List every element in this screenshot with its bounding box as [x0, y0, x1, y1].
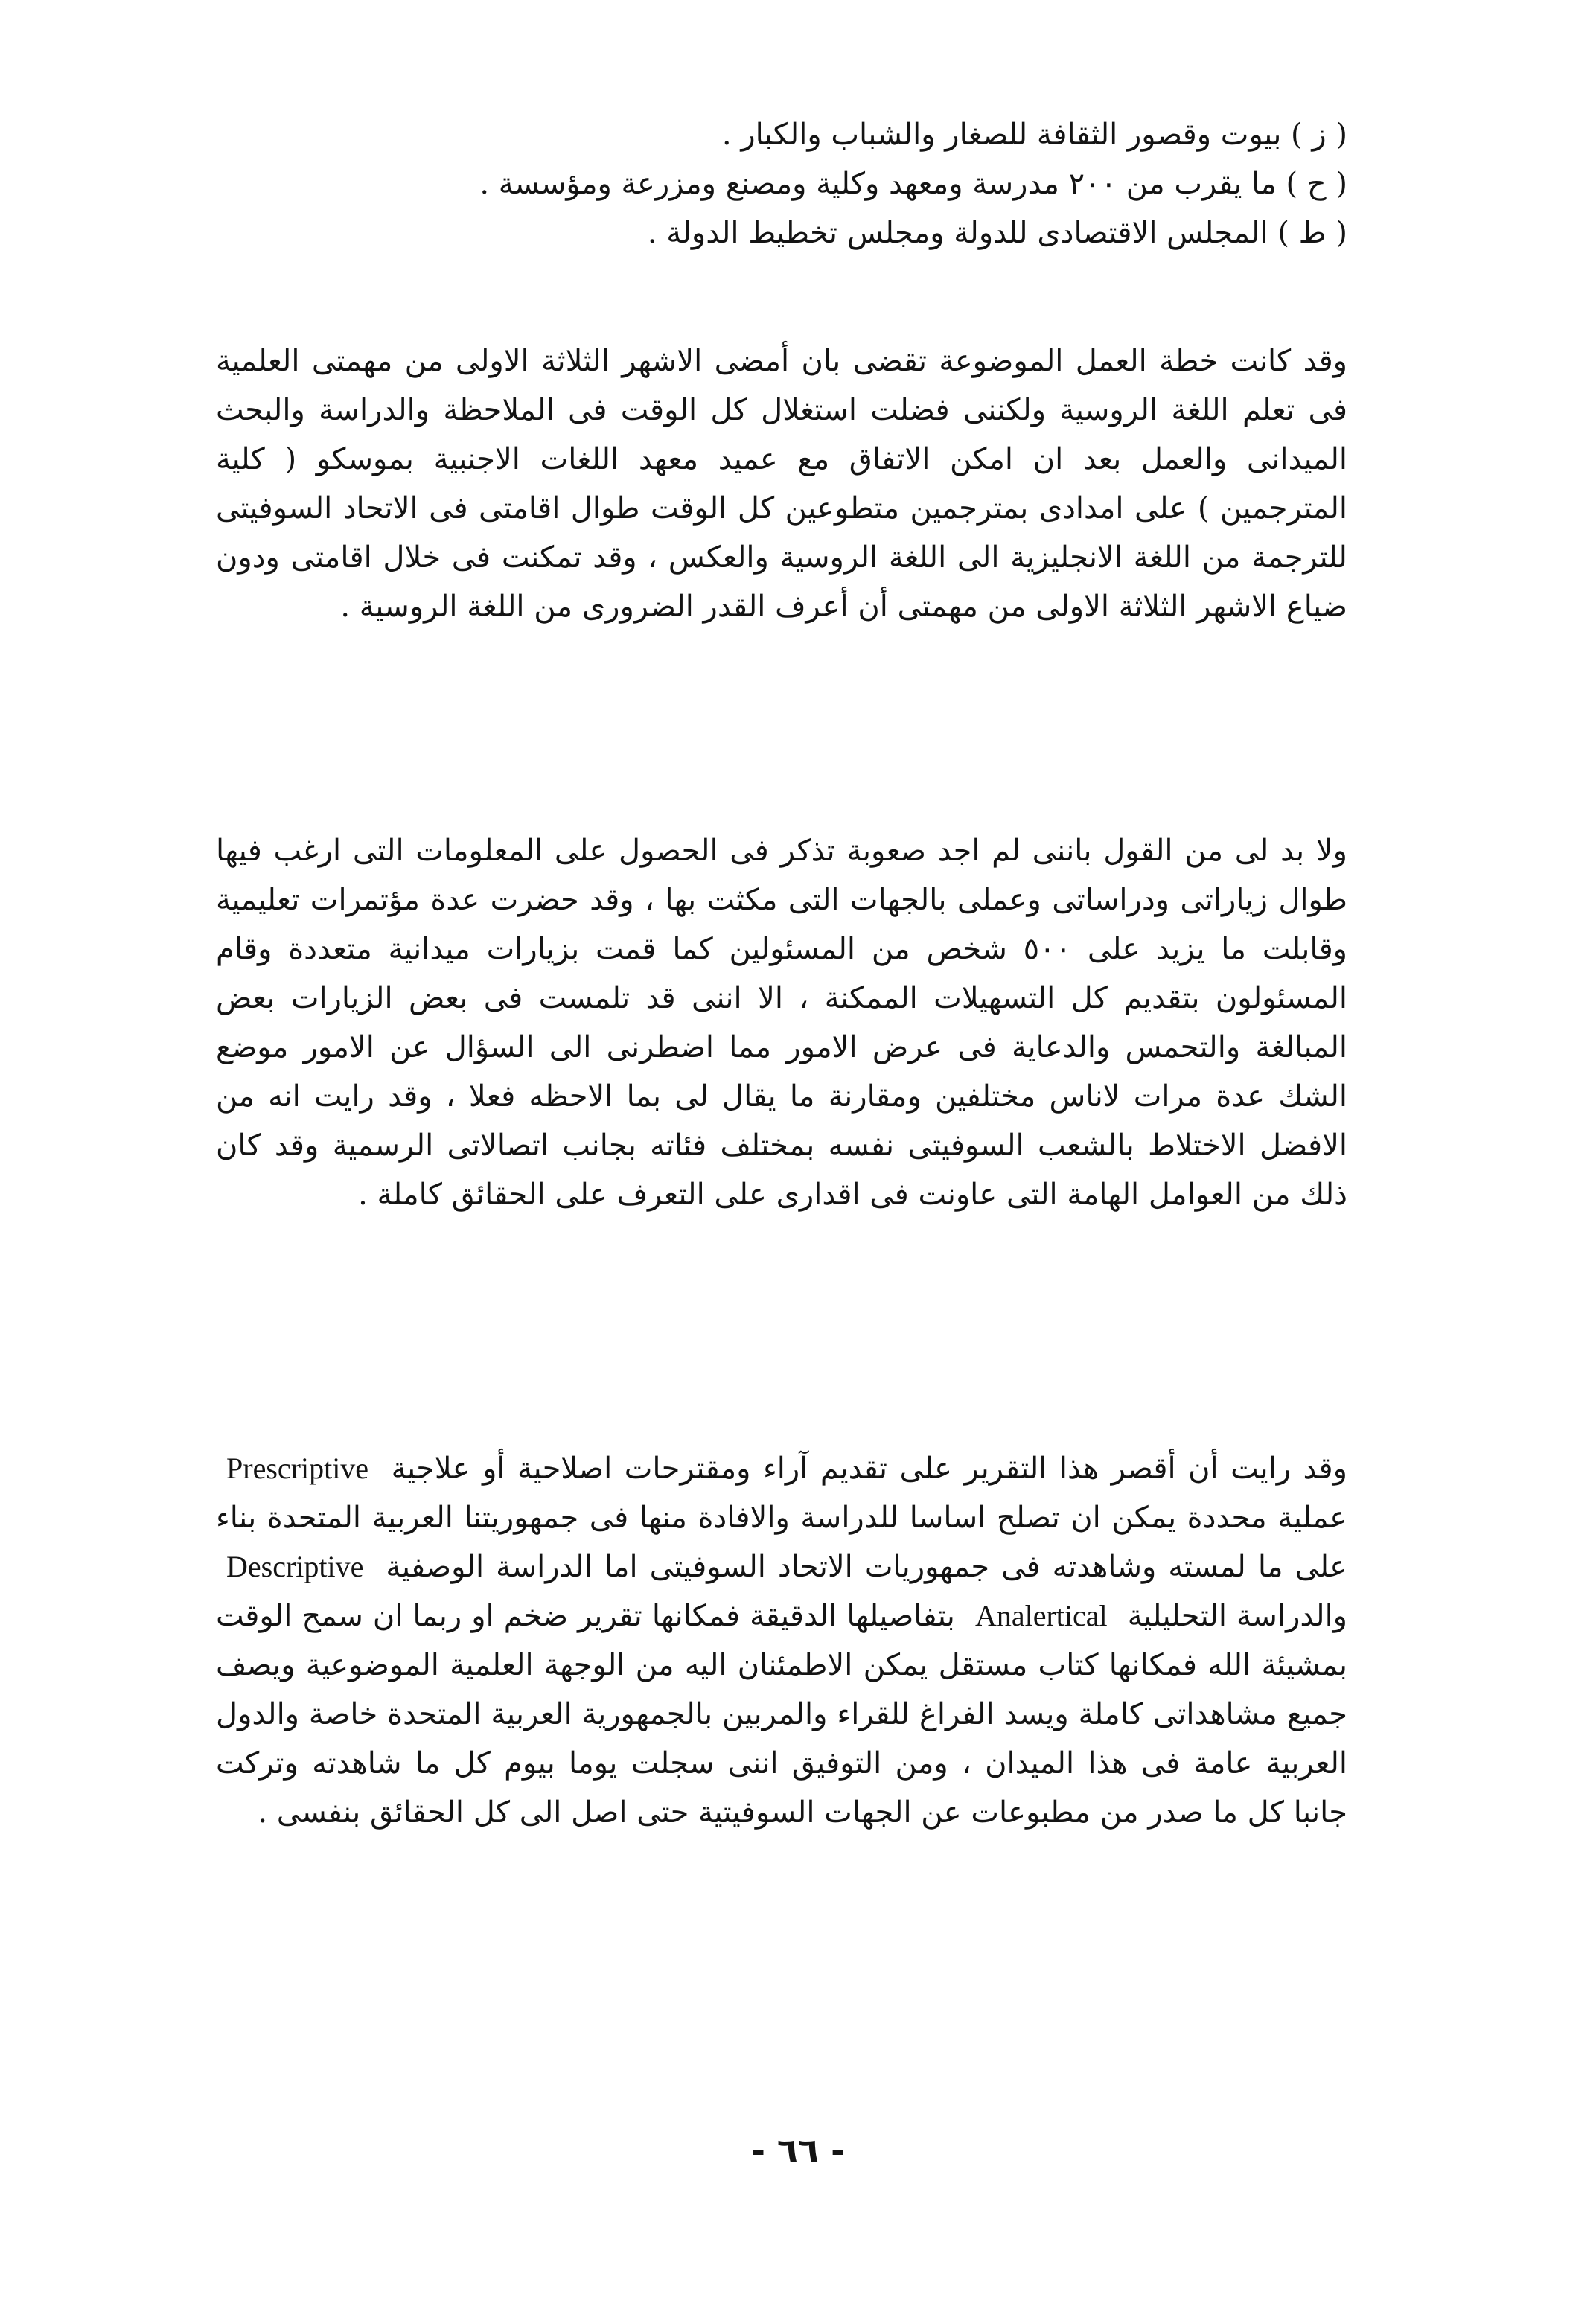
report-scope-text-d: بتفاصيلها الدقيقة فمكانها تقرير ضخم او ربما ان سمح الوقت بمشيئة الله فمكانها كتاب مستقل يمكن الاطمئنان اليه من الوجهة العلمية الموضوعية ويصف جميع مشاهداتى كاملة ويسد الفراغ للقراء والمربين بالجمهورية العربية المتحدة خاصة والدول العربية عامة فى هذا الميدان ، ومن التوفيق اننى سجلت يوما بيوم كل ما شاهدته وتركت جانبا كل ما صدر من مطبوعات عن الجهات السوفيتية حتى اصل الى كل الحقائق بنفسى . [216, 1599, 1348, 1830]
list-item-h: ( ح ) ما يقرب من ۲۰۰ مدرسة ومعهد وكلية ومصنع ومزرعة ومؤسسة . [479, 167, 1347, 201]
paragraph-study-plan: وقد كانت خطة العمل الموضوعة تقضى بان أمضى الاشهر الثلاثة الاولى من مهمتى العلمية فى تعلم اللغة الروسية ولكننى فضلت استغلال كل الوقت فى الملاحظة والدراسة والبحث الميدانى والعمل بعد ان امكن الاتفاق مع عميد معهد اللغات الاجنبية بموسكو ( كلية المترجمين ) على امدادى بمترجمين متطوعين كل الوقت طوال اقامتى فى الاتحاد السوفيتى للترجمة من اللغة الانجليزية الى اللغة الروسية والعكس ، وقد تمكنت فى خلال اقامتى ودون ضياع الاشهر الثلاثة الاولى من مهمتى أن أعرف القدر الضرورى من اللغة الروسية . [216, 344, 1348, 624]
list-item-t: ( ط ) المجلس الاقتصادى للدولة ومجلس تخطيط الدولة . [647, 216, 1347, 250]
paragraph-report-scope [216, 1444, 1347, 1837]
report-scope-text-a: وقد رايت أن أقصر هذا التقرير على تقديم آراء ومقترحات اصلاحية أو علاجية [391, 1452, 1347, 1486]
paragraph-information-gathering: ولا بد لى من القول باننى لم اجد صعوبة تذكر فى الحصول على المعلومات التى ارغب فيها طوال زياراتى ودراساتى وعملى بالجهات التى مكثت بها ، وقد حضرت عدة مؤتمرات تعليمية وقابلت ما يزيد على ٥٠٠ شخص من المسئولين كما قمت بزيارات ميدانية متعددة وقام المسئولون بتقديم كل التسهيلات الممكنة ، الا اننى قد تلمست فى بعض الزيارات بعض المبالغة والتحمس والدعاية فى عرض الامور مما اضطرنى الى السؤال عن الامور موضع الشك عدة مرات لاناس مختلفين ومقارنة ما يقال لى بما الاحظه فعلا ، وقد رايت انه من الافضل الاختلاط بالشعب السوفيتى نفسه بمختلف فئاته بجانب اتصالاتى الرسمية وقد كان ذلك من العوامل الهامة التى عاونت فى اقدارى على التعرف على الحقائق كاملة . [216, 834, 1348, 1212]
term-analytical: Analertical [974, 1599, 1108, 1632]
report-scope-text-b: عملية محددة يمكن ان تصلح اساسا للدراسة والافادة منها فى جمهوريتنا العربية المتحدة بناء على ما لمسته وشاهدته فى جمهوريات الاتحاد السوفيتى اما الدراسة الوصفية [216, 1501, 1348, 1584]
page-number: - ٦٦ - [750, 2130, 846, 2171]
list-item-z: ( ز ) بيوت وقصور الثقافة للصغار والشباب والكبار . [721, 118, 1347, 152]
enumerated-list [216, 110, 1347, 258]
report-scope-text-c: والدراسة التحليلية [1127, 1599, 1347, 1633]
term-prescriptive: Prescriptive [226, 1452, 369, 1485]
term-descriptive: Descriptive [226, 1550, 364, 1583]
